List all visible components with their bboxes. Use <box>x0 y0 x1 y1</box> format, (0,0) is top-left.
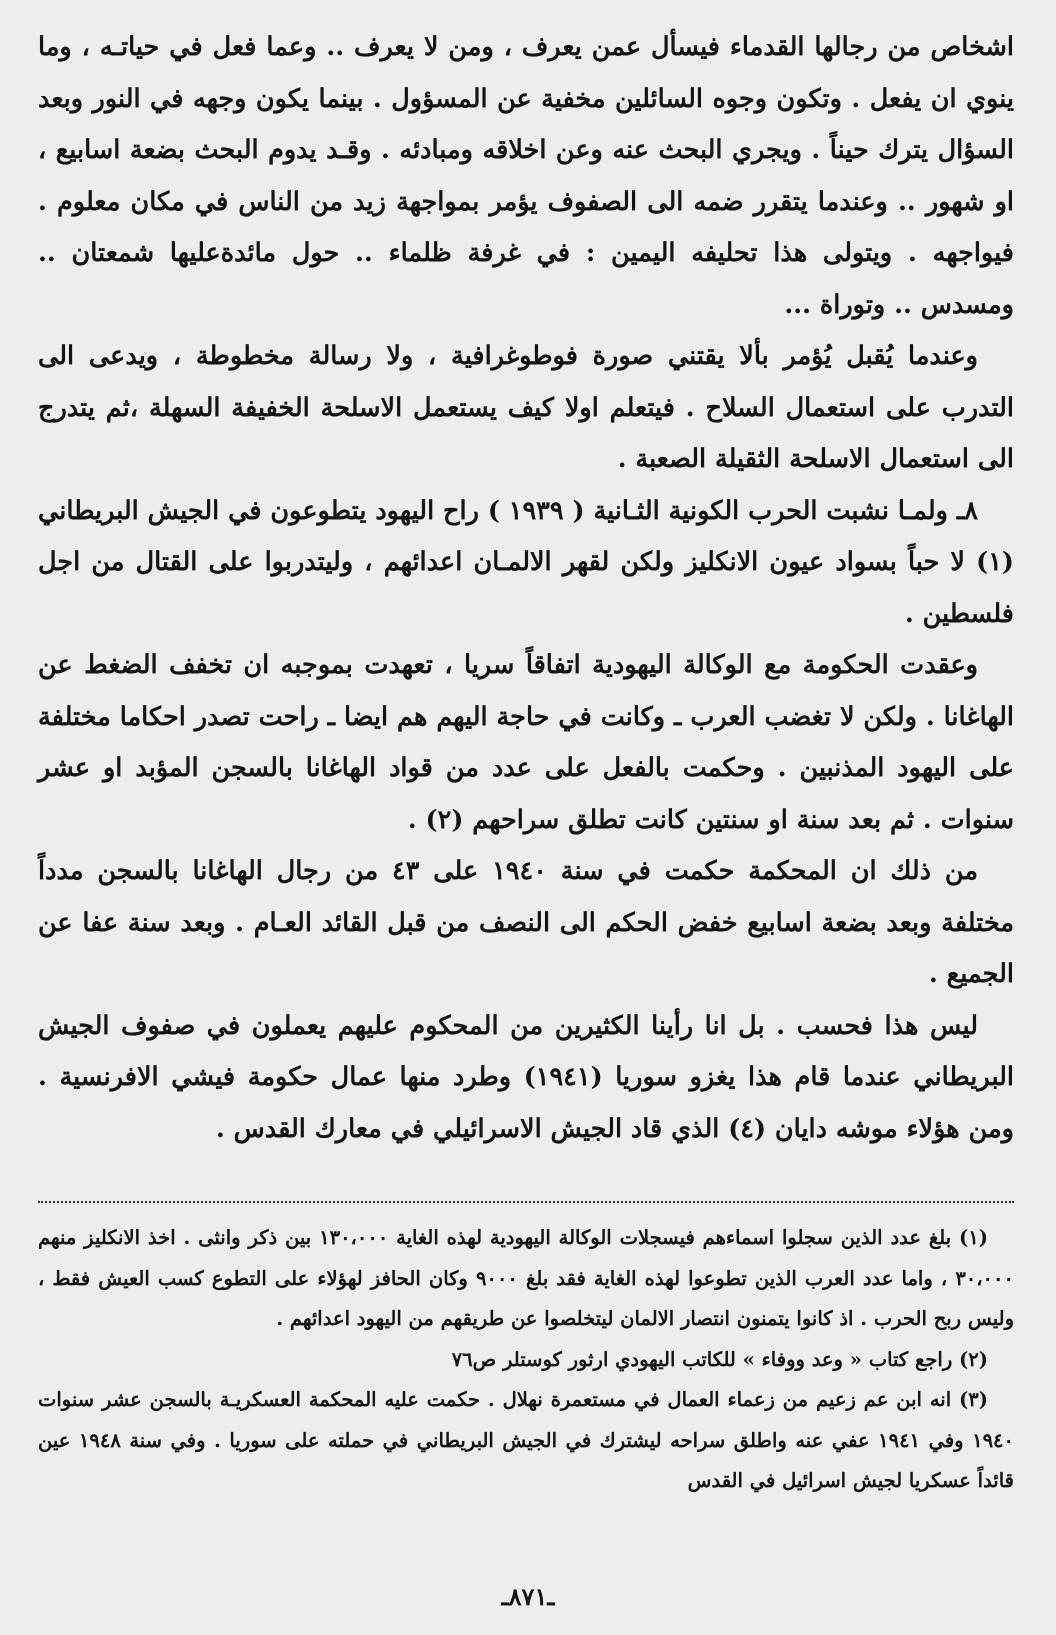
paragraph-2: وعندما يُقبل يُؤمر بألا يقتني صورة فوطوغرافية ، ولا رسالة مخطوطة ، ويدعى الى التدرب على استعمال السلاح . فيتعلم اولا كيف يستعمل الاسلحة الخفيفة السهلة ،ثم يتدرج الى استعمال الاسلحة الثقيلة الصعبة . <box>38 341 1014 474</box>
main-text-body <box>38 22 1014 1155</box>
paragraph-3: ٨ـ ولمـا نشبت الحرب الكونية الثـانية ( ١٩٣٩ ) راح اليهود يتطوعون في الجيش البريطاني (١) لا حباً بسواد عيون الانكليز ولكن لقهر الالمـان اعدائهم ، وليتدربوا على القتال من اجل فلسطين . <box>38 495 1014 629</box>
page-number: ـ٨٧١ـ <box>501 1582 555 1611</box>
paragraph-4: وعقدت الحكومة مع الوكالة اليهودية اتفاقاً سريا ، تعهدت بموجبه ان تخفف الضغط عن الهاغانا . ولكن لا تغضب العرب ـ وكانت في حاجة اليهم هم ايضا ـ راحت تصدر احكاما مختلفة على اليهود المذنبين . وحكمت بالفعل على عدد من قواد الهاغانا بالسجن المؤبد او عشر سنوات . ثم بعد سنة او سنتين كانت تطلق سراحهم (٢) . <box>38 650 1014 835</box>
paragraph-1: اشخاص من رجالها القدماء فيسأل عمن يعرف ، ومن لا يعرف .. وعما فعل في حياتـه ، وما ينوي ان يفعل . وتكون وجوه السائلين مخفية عن المسؤول . بينما يكون وجهه في النور وبعد السؤال يترك حيناً . ويجري البحث عنه وعن اخلاقه ومبادئه . وقـد يدوم البحث بضعة اسابيع ، او شهور .. وعندما يتقرر ضمه الى الصفوف يؤمر بمواجهة زيد من الناس في مكان معلوم . فيواجهه . ويتولى هذا تحليفه اليمين : في غرفة ظلماء .. حول مائدةعليها شمعتان .. ومسدس .. وتوراة ... <box>38 32 1014 320</box>
footnote-3: (٣) انه ابن عم زعيم من زعماء العمال في مستعمرة نهلال . حكمت عليه المحكمة العسكريـة بالسجن عشر سنوات ١٩٤٠ وفي ١٩٤١ عفي عنه واطلق سراحه ليشترك في الجيش البريطاني في حملته على سوريا . وفي سنة ١٩٤٨ عين قائداً عسكريا لجيش اسرائيل في القدس <box>38 1388 1014 1492</box>
footnote-2: (٢) راجع كتاب « وعد ووفاء » للكاتب اليهودي ارثور كوستلر ص٧٦ <box>451 1347 988 1371</box>
footnote-1: (١) بلغ عدد الذين سجلوا اسماءهم فيسجلات الوكالة اليهودية لهذه الغاية ١٣٠،٠٠٠ بين ذكر وانثى . اخذ الانكليز منهم ٣٠،٠٠٠ ، واما عدد العرب الذين تطوعوا لهذه الغاية فقد بلغ ٩٠٠٠ وكان الحافز لهؤلاء على التطوع كسب العيش فقط ، وليس ربح الحرب . اذ كانوا يتمنون انتصار الالمان ليتخلصوا عن طريقهم من اليهود اعدائهم . <box>38 1226 1014 1330</box>
paragraph-6: ليس هذا فحسب . بل انا رأينا الكثيرين من المحكوم عليهم يعملون في صفوف الجيش البريطاني عندما قام هذا يغزو سوريا (١٩٤١) وطرد منها عمال حكومة فيشي الافرنسية . ومن هؤلاء موشه دايان (٤) الذي قاد الجيش الاسرائيلي في معارك القدس . <box>38 1010 1014 1144</box>
paragraph-5: من ذلك ان المحكمة حكمت في سنة ١٩٤٠ على ٤٣ من رجال الهاغانا بالسجن مدداً مختلفة وبعد بضعة اسابيع خفض الحكم الى النصف من قبل القائد العـام . وبعد سنة عفا عن الجميع . <box>38 856 1014 989</box>
footnotes-section <box>38 1218 1014 1502</box>
footnote-divider <box>38 1201 1014 1203</box>
